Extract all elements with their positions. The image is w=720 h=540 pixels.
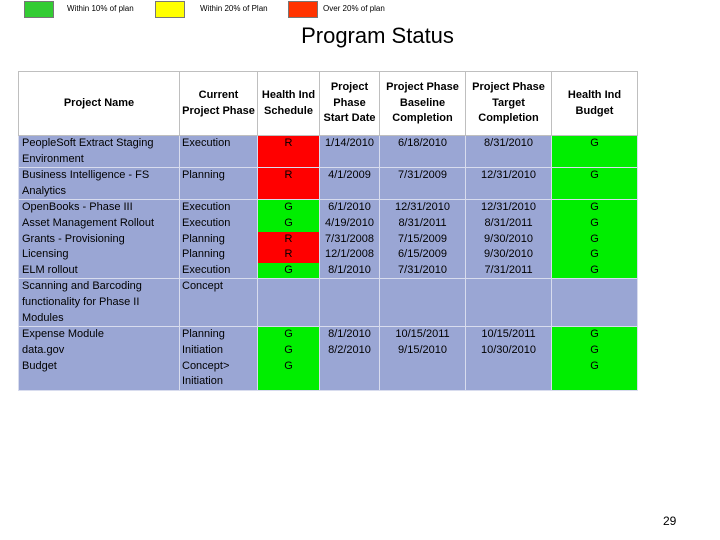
current-phase-value: Execution <box>182 263 231 276</box>
program-status-table <box>18 71 638 391</box>
current-phase-cell <box>180 327 258 390</box>
health-budget-value: G <box>590 216 599 229</box>
project-name-cell <box>19 327 180 390</box>
phase-start-cell <box>320 279 380 327</box>
health-schedule-cell <box>258 327 320 390</box>
health-budget-value: G <box>590 137 599 149</box>
table-row <box>19 200 638 279</box>
project-name-value: Budget <box>22 359 57 372</box>
header-target-completion: Project Phase Target Completion <box>466 72 552 136</box>
page-number: 29 <box>663 514 677 528</box>
health-budget-value: G <box>590 343 599 356</box>
health-schedule-value: G <box>284 359 293 372</box>
table-body <box>19 136 638 391</box>
header-health-budget: Health Ind Budget <box>552 72 638 136</box>
health-schedule-value: G <box>258 216 319 232</box>
phase-start-value: 8/2/2010 <box>328 343 371 356</box>
table-row <box>19 327 638 390</box>
table-row <box>19 136 638 168</box>
health-budget-cell <box>552 168 638 200</box>
header-health-schedule: Health Ind Schedule <box>258 72 320 136</box>
project-name-value: Licensing <box>22 248 69 261</box>
table-row <box>19 279 638 327</box>
health-schedule-value: G <box>284 343 293 356</box>
target-completion-cell <box>466 279 552 327</box>
current-phase-value: Planning <box>182 328 225 341</box>
health-budget-value: G <box>590 328 599 341</box>
current-phase-cell <box>180 200 258 279</box>
health-schedule-value: G <box>258 200 319 216</box>
current-phase-value: Execution <box>182 137 231 149</box>
current-phase-value: Initiation <box>182 375 223 388</box>
current-phase-value: Planning <box>182 169 225 182</box>
health-schedule-value: G <box>258 263 319 279</box>
current-phase-cell <box>180 168 258 200</box>
project-name-value: data.gov <box>22 343 65 356</box>
header-current-phase: Current Project Phase <box>180 72 258 136</box>
baseline-completion-value: 8/31/2011 <box>398 216 447 229</box>
baseline-completion-value: 9/15/2010 <box>398 343 447 356</box>
target-completion-value: 12/31/2010 <box>480 169 537 182</box>
health-budget-value: G <box>590 201 599 214</box>
health-schedule-value: R <box>258 232 319 248</box>
phase-start-value: 8/1/2010 <box>328 328 371 341</box>
project-name-value: ELM rollout <box>22 263 78 276</box>
project-name-cell <box>19 168 180 200</box>
health-schedule-cell <box>258 168 320 200</box>
project-name-value: Business Intelligence - FS Analytics <box>22 169 150 197</box>
current-phase-value: Initiation <box>182 343 223 356</box>
target-completion-value: 9/30/2010 <box>484 248 533 261</box>
header-phase-start: Project Phase Start Date <box>320 72 380 136</box>
baseline-completion-value: 7/31/2009 <box>398 169 447 182</box>
target-completion-cell <box>466 168 552 200</box>
current-phase-value: Execution <box>182 201 231 214</box>
baseline-completion-cell <box>380 200 466 279</box>
legend-swatch-20 <box>155 1 185 18</box>
phase-start-value: 6/1/2010 <box>328 201 371 214</box>
target-completion-cell <box>466 327 552 390</box>
baseline-completion-value: 12/31/2010 <box>394 201 451 214</box>
health-budget-value: G <box>590 248 599 261</box>
target-completion-cell <box>466 136 552 168</box>
baseline-completion-value: 6/15/2009 <box>398 248 447 261</box>
target-completion-value: 7/31/2011 <box>484 263 533 276</box>
target-completion-value: 8/31/2010 <box>484 137 533 149</box>
health-budget-value: G <box>590 232 599 245</box>
health-budget-cell <box>552 327 638 390</box>
table-row <box>19 168 638 200</box>
baseline-completion-cell <box>380 327 466 390</box>
project-name-value: Grants - Provisioning <box>22 232 125 245</box>
phase-start-value: 1/14/2010 <box>325 137 374 149</box>
project-name-cell <box>19 200 180 279</box>
current-phase-cell <box>180 136 258 168</box>
health-budget-value: G <box>590 263 599 276</box>
project-name-value: Expense Module <box>22 328 104 341</box>
baseline-completion-value: 7/15/2009 <box>398 232 447 245</box>
target-completion-cell <box>466 200 552 279</box>
phase-start-value: 8/1/2010 <box>328 263 371 276</box>
legend-swatch-over <box>288 1 318 18</box>
legend-label-10: Within 10% of plan <box>67 4 134 13</box>
baseline-completion-value: 7/31/2010 <box>398 263 447 276</box>
project-name-value: Asset Management Rollout <box>22 216 155 229</box>
baseline-completion-cell <box>380 136 466 168</box>
current-phase-value: Concept> <box>182 359 230 372</box>
phase-start-value: 7/31/2008 <box>325 232 374 245</box>
health-budget-cell <box>552 200 638 279</box>
target-completion-value: 10/15/2011 <box>481 328 536 341</box>
header-baseline-completion: Project Phase Baseline Completion <box>380 72 466 136</box>
health-schedule-value: R <box>284 169 293 182</box>
health-schedule-cell <box>258 279 320 327</box>
health-budget-cell <box>552 279 638 327</box>
health-budget-cell <box>552 136 638 168</box>
table-header-row <box>19 72 638 136</box>
phase-start-cell <box>320 136 380 168</box>
baseline-completion-value: 6/18/2010 <box>398 137 447 149</box>
health-schedule-cell <box>258 136 320 168</box>
project-name-value: OpenBooks - Phase III <box>22 201 133 214</box>
baseline-completion-value: 10/15/2011 <box>395 328 450 341</box>
legend-label-20: Within 20% of Plan <box>200 4 268 13</box>
header-project-name: Project Name <box>19 72 180 136</box>
project-name-value: Scanning and Barcoding functionality for Phase II Modules <box>22 280 142 324</box>
legend-label-over: Over 20% of plan <box>323 4 385 13</box>
current-phase-value: Concept <box>182 280 223 293</box>
project-name-value: PeopleSoft Extract Staging Environment <box>22 137 154 165</box>
target-completion-value: 12/31/2010 <box>480 201 537 214</box>
phase-start-cell <box>320 200 380 279</box>
legend-swatch-10 <box>24 1 54 18</box>
baseline-completion-cell <box>380 279 466 327</box>
target-completion-value: 8/31/2011 <box>484 216 533 229</box>
health-schedule-value: R <box>284 137 293 149</box>
project-name-cell <box>19 136 180 168</box>
health-budget-value: G <box>590 359 599 372</box>
phase-start-value: 4/19/2010 <box>325 216 374 229</box>
current-phase-value: Planning <box>182 248 225 261</box>
health-schedule-value: G <box>284 328 293 341</box>
phase-start-cell <box>320 327 380 390</box>
target-completion-value: 10/30/2010 <box>480 343 537 356</box>
current-phase-cell <box>180 279 258 327</box>
phase-start-cell <box>320 168 380 200</box>
project-name-cell <box>19 279 180 327</box>
baseline-completion-cell <box>380 168 466 200</box>
health-schedule-value: R <box>258 247 319 263</box>
health-schedule-cell <box>258 200 320 279</box>
phase-start-value: 12/1/2008 <box>325 248 374 261</box>
current-phase-value: Execution <box>182 216 231 229</box>
target-completion-value: 9/30/2010 <box>484 232 533 245</box>
current-phase-value: Planning <box>182 232 225 245</box>
page-title: Program Status <box>301 23 454 48</box>
phase-start-value: 4/1/2009 <box>328 169 371 182</box>
health-budget-value: G <box>590 169 599 182</box>
